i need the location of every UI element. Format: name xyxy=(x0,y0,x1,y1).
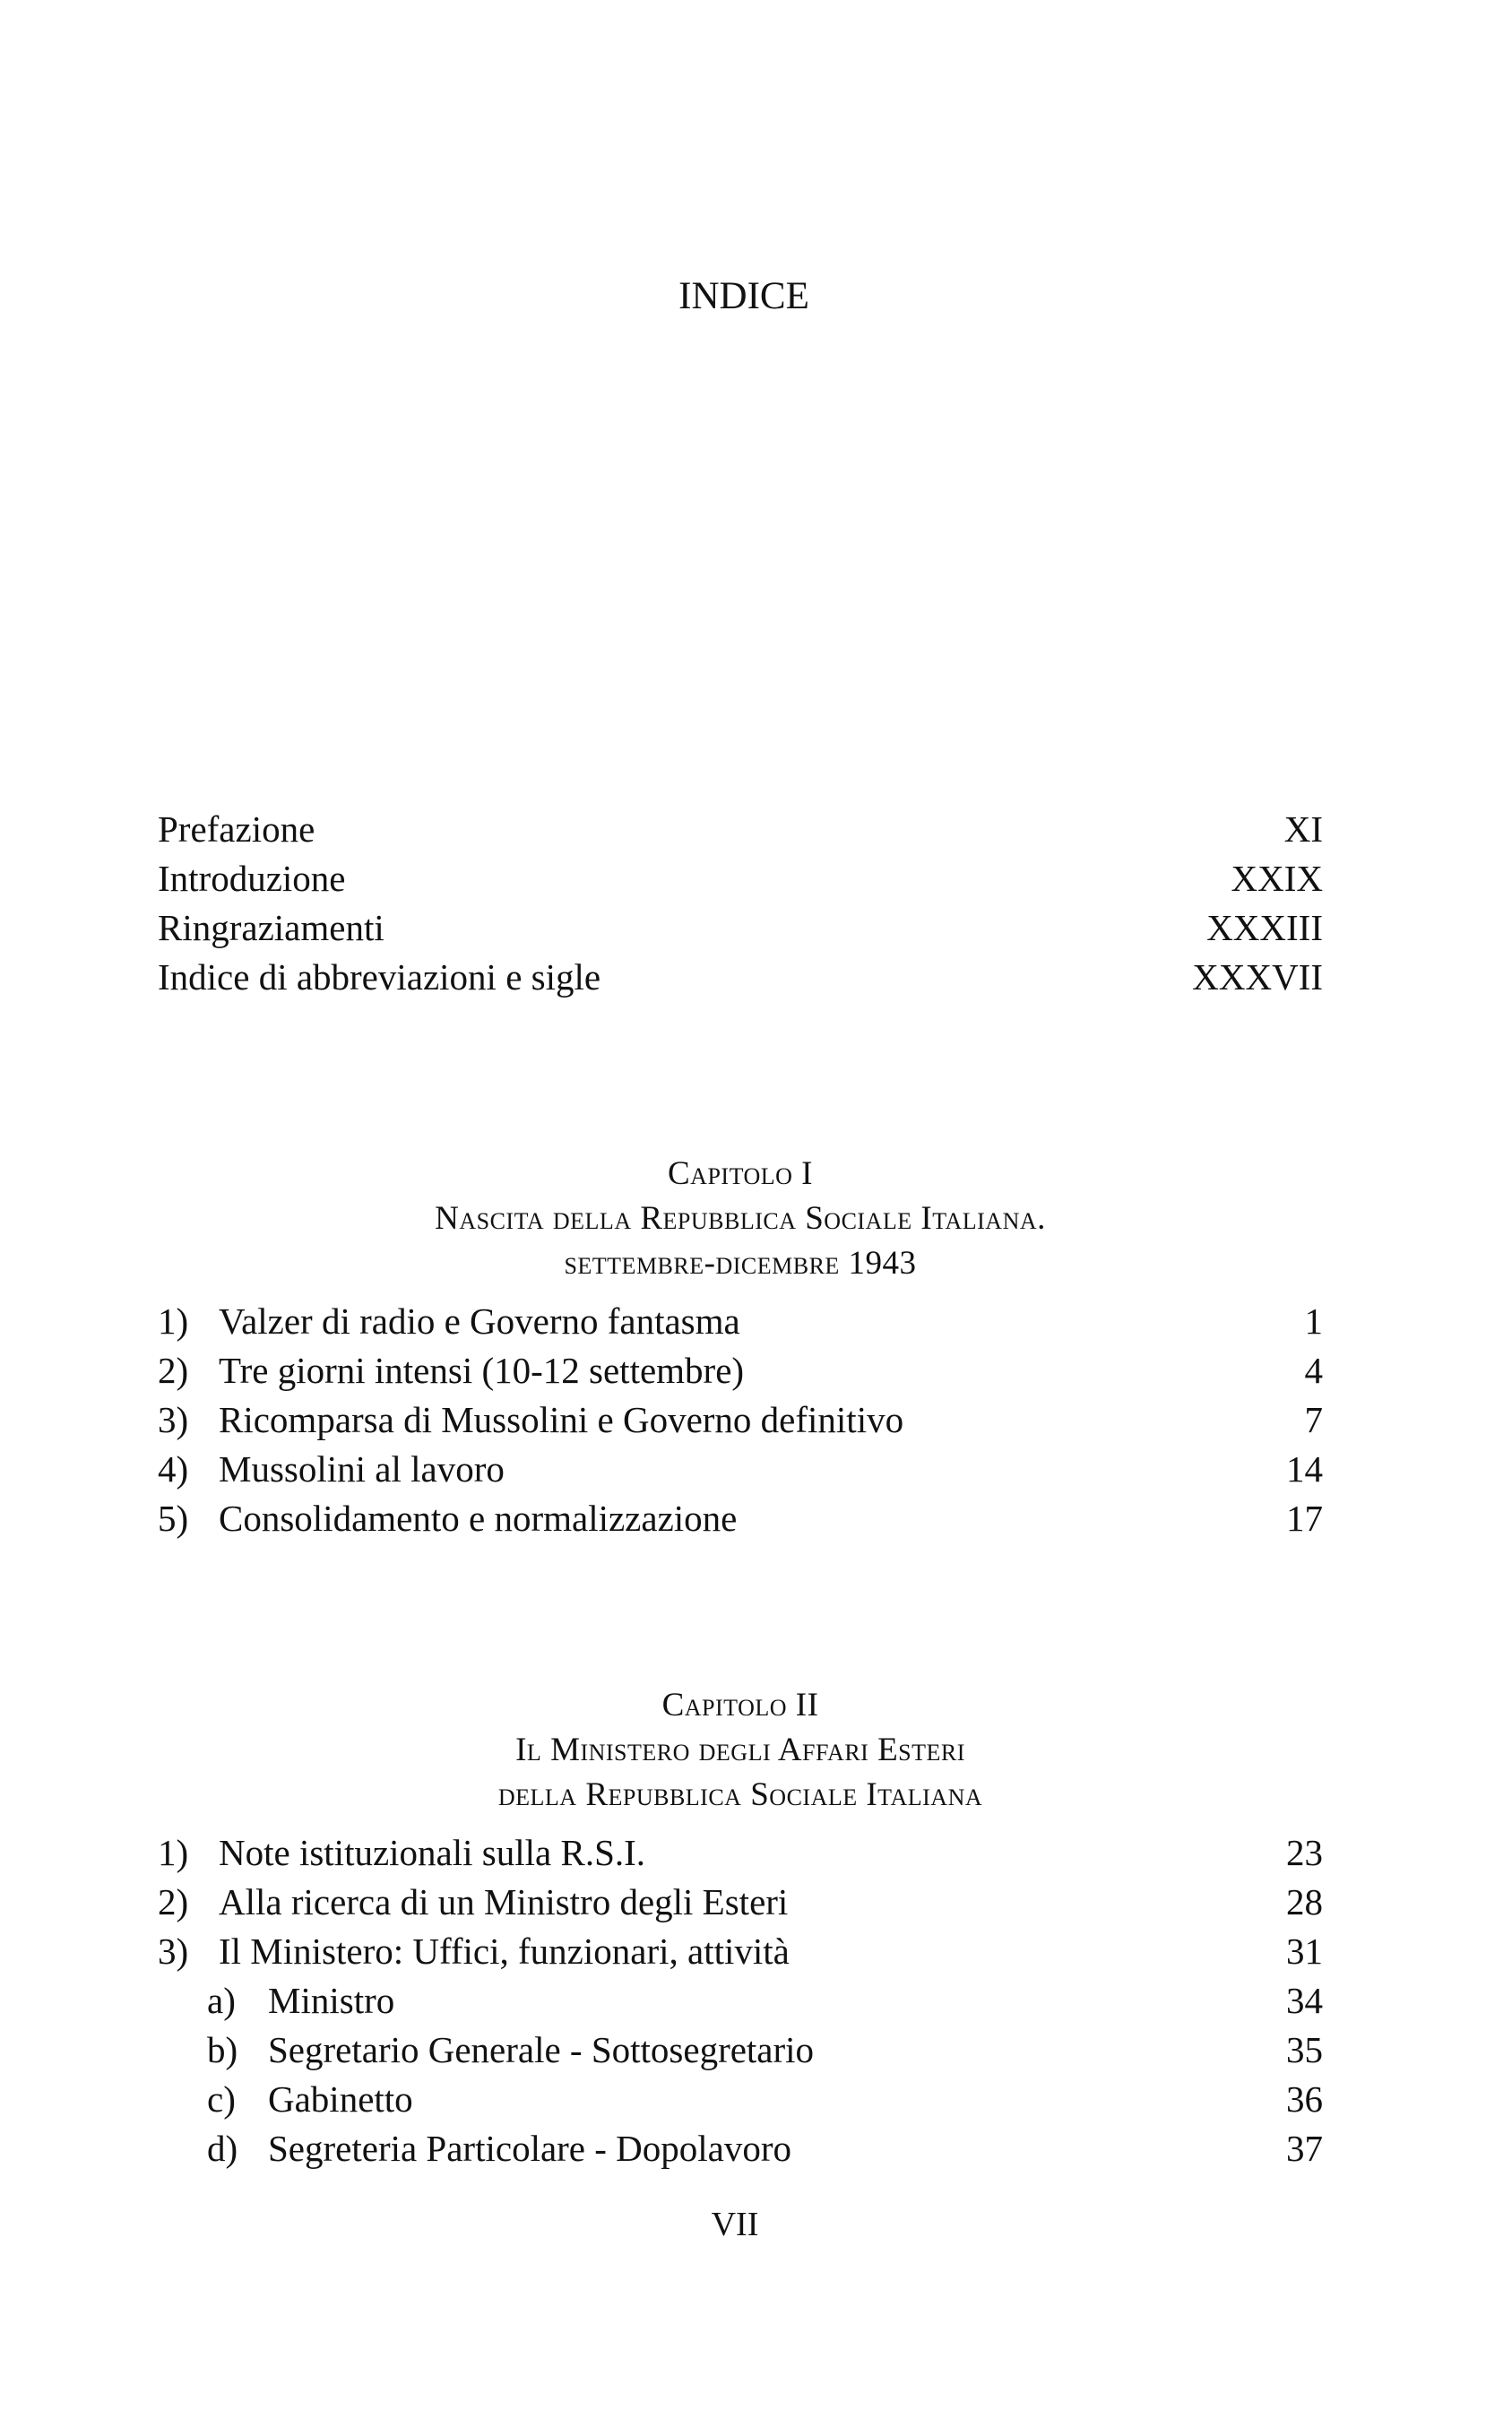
toc-entry-label: Prefazione xyxy=(158,808,315,850)
toc-entry-page: XI xyxy=(1283,808,1323,850)
toc-entry-number: 2) xyxy=(158,1350,189,1391)
toc-entry-label: Ringraziamenti xyxy=(158,907,384,948)
toc-entry-page: XXIX xyxy=(1231,858,1323,899)
chapter-2-number: Capitolo II xyxy=(661,1687,819,1723)
toc-entry-page: 36 xyxy=(1286,2078,1323,2120)
toc-entry xyxy=(158,1927,1323,1976)
toc-entry-label: Segreteria Particolare - Dopolavoro xyxy=(268,2128,792,2169)
toc-entry-label: Note istituzionali sulla R.S.I. xyxy=(219,1832,646,1873)
chapter-2-heading xyxy=(158,1683,1323,1818)
page-title: INDICE xyxy=(678,275,809,317)
toc-entry-number: c) xyxy=(207,2078,236,2120)
toc-entry-label: Indice di abbreviazioni e sigle xyxy=(158,956,601,998)
chapter-2-subtitle: della Repubblica Sociale Italiana xyxy=(497,1776,983,1813)
toc-entry-number: d) xyxy=(207,2128,238,2169)
toc-entry xyxy=(158,1297,1323,1346)
toc-entry-label: Mussolini al lavoro xyxy=(219,1448,505,1490)
toc-entry xyxy=(158,1494,1323,1543)
front-matter-list xyxy=(158,805,1323,1002)
toc-entry-page: 1 xyxy=(1304,1300,1323,1342)
chapter-2-title: Il Ministero degli Affari Esteri xyxy=(515,1732,965,1768)
toc-entry-page: 14 xyxy=(1286,1448,1323,1490)
toc-entry xyxy=(158,1828,1323,1878)
toc-entry xyxy=(158,1346,1323,1395)
toc-entry-page: 34 xyxy=(1286,1980,1323,2021)
chapter-1-list xyxy=(158,1297,1323,1543)
chapter-1-number: Capitolo I xyxy=(668,1155,813,1192)
toc-entry xyxy=(158,953,1323,1002)
chapter-1-title: Nascita della Repubblica Sociale Italiana. xyxy=(435,1200,1046,1237)
toc-entry xyxy=(158,854,1323,903)
toc-entry-label: Introduzione xyxy=(158,858,346,899)
toc-entry-label: Consolidamento e normalizzazione xyxy=(219,1498,738,1539)
chapter-1-subtitle: settembre-dicembre 1943 xyxy=(564,1245,917,1282)
toc-entry-page: XXXIII xyxy=(1206,907,1323,948)
chapter-1-heading xyxy=(158,1152,1323,1286)
toc-entry xyxy=(158,1445,1323,1494)
toc-subentry xyxy=(158,2075,1323,2124)
toc-entry-label: Alla ricerca di un Ministro degli Esteri xyxy=(219,1881,789,1922)
toc-entry-label: Il Ministero: Uffici, funzionari, attività xyxy=(219,1931,790,1972)
toc-entry xyxy=(158,1878,1323,1927)
toc-entry-page: 28 xyxy=(1286,1881,1323,1922)
page-number: VII xyxy=(711,2206,759,2243)
toc-entry-number: 5) xyxy=(158,1498,189,1539)
toc-entry-label: Segretario Generale - Sottosegretario xyxy=(268,2029,815,2070)
toc-subentry xyxy=(158,1976,1323,2026)
toc-entry-label: Ministro xyxy=(268,1980,395,2021)
toc-entry xyxy=(158,1395,1323,1445)
toc-entry-number: 3) xyxy=(158,1399,189,1440)
toc-subentry xyxy=(158,2124,1323,2173)
toc-entry-number: 3) xyxy=(158,1931,189,1972)
toc-entry-number: 1) xyxy=(158,1832,189,1873)
toc-entry xyxy=(158,903,1323,953)
toc-entry-page: 37 xyxy=(1286,2128,1323,2169)
toc-entry xyxy=(158,805,1323,854)
toc-entry-label: Gabinetto xyxy=(268,2078,413,2120)
toc-entry-label: Valzer di radio e Governo fantasma xyxy=(219,1300,740,1342)
toc-entry-page: 35 xyxy=(1286,2029,1323,2070)
toc-entry-page: XXXVII xyxy=(1192,956,1323,998)
toc-entry-number: 2) xyxy=(158,1881,189,1922)
toc-entry-page: 31 xyxy=(1286,1931,1323,1972)
toc-entry-number: b) xyxy=(207,2029,238,2070)
toc-entry-page: 4 xyxy=(1304,1350,1323,1391)
toc-entry-page: 23 xyxy=(1286,1832,1323,1873)
toc-subentry xyxy=(158,2026,1323,2075)
toc-entry-page: 7 xyxy=(1304,1399,1323,1440)
toc-entry-page: 17 xyxy=(1286,1498,1323,1539)
toc-entry-number: 4) xyxy=(158,1448,189,1490)
chapter-2-list xyxy=(158,1828,1323,2173)
toc-entry-number: 1) xyxy=(158,1300,189,1342)
toc-entry-number: a) xyxy=(207,1980,236,2021)
toc-entry-label: Ricomparsa di Mussolini e Governo definitivo xyxy=(219,1399,904,1440)
toc-entry-label: Tre giorni intensi (10-12 settembre) xyxy=(219,1350,745,1391)
